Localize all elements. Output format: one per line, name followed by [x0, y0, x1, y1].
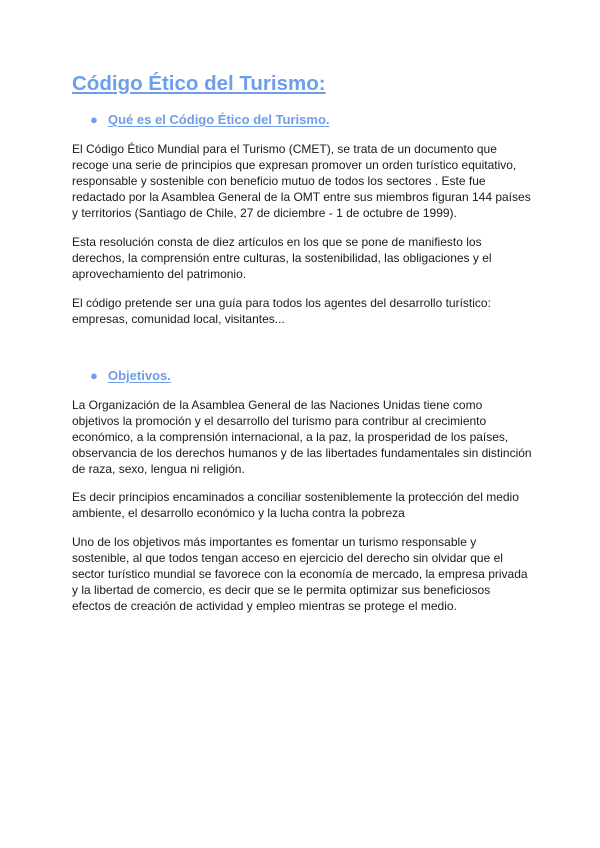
paragraph-un-objectives: La Organización de la Asamblea General de las Naciones Unidas tiene como objetivos la promoción y el desarrollo del turismo para contribur al crecimiento económico, a la comprensión internacional, a la paz, la prosperidad de los países, observancia de los derechos humanos y de las libertades fundamentales sin distinción de raza, sexo, lengua ni religión.	[72, 398, 532, 476]
section-heading-label: Qué es el Código Ético del Turismo.	[108, 112, 330, 127]
paragraph-resolution-articles: Esta resolución consta de diez artículos en los que se pone de manifiesto los derechos, la comprensión entre culturas, la sostenibilidad, las obligaciones y el aprovechamiento del patrimonio.	[72, 235, 492, 281]
paragraph-cmet-definition: El Código Ético Mundial para el Turismo (CMET), se trata de un documento que recoge una serie de principios que expresan promover un orden turístico equitativo, responsable y sostenible con beneficio mutuo de todos los sectores . Este fue redactado por la Asamblea General de la OMT entre sus miembros figuran 144 países y territorios (Santiago de Chile, 27 de diciembre - 1 de octubre de 1999).	[72, 142, 531, 220]
document-title: Código Ético del Turismo:	[72, 72, 326, 95]
bullet-icon: ●	[90, 112, 98, 127]
paragraph-responsible-tourism: Uno de los objetivos más importantes es fomentar un turismo responsable y sostenible, al que todos tengan acceso en ejercicio del derecho sin olvidar que el sector turístico mundial se favorece con la economía de mercado, la empresa privada y la libertad de comercio, es decir que se le permita optimizar sus beneficiosos efectos de creación de actividad y empleo mientras se protege el medio.	[72, 535, 528, 613]
paragraph-sustainability-principles: Es decir principios encaminados a conciliar sosteniblemente la protección del medio ambiente, el desarrollo económico y la lucha contra la pobreza	[72, 490, 519, 520]
paragraph-code-guide: El código pretende ser una guía para todos los agentes del desarrollo turístico: empresas, comunidad local, visitantes...	[72, 296, 491, 326]
section-heading-label: Objetivos.	[108, 368, 171, 383]
bullet-icon: ●	[90, 368, 98, 383]
section-heading-objetivos	[90, 368, 171, 383]
section-heading-que-es	[90, 112, 330, 127]
